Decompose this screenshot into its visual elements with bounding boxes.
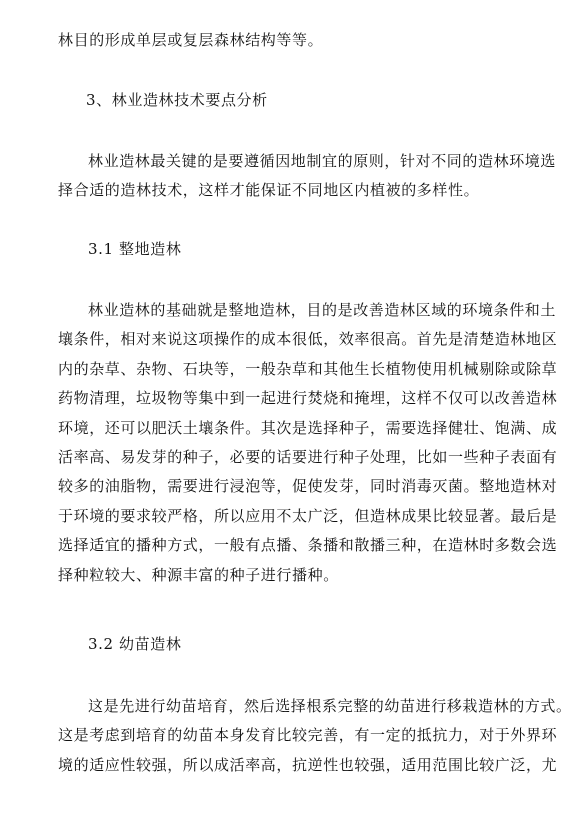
intro-tail-text: 林目的形成单层或复层森林结构等等。 [58,31,324,49]
paragraph-line: 这是考虑到培育的幼苗本身发育比较完善，有一定的抵抗力，对于外界环 [58,726,558,745]
section-3-2-heading: 3.2 幼苗造林 [88,635,182,653]
paragraph-line: 于环境的要求较严格，所以应用不太广泛，但造林成果比较显著。最后是 [58,506,558,525]
paragraph-line: 境的适应性较强，所以成活率高，抗逆性也较强，适用范围比较广泛，尤 [58,755,558,774]
paragraph-line: 环境，还可以肥沃土壤条件。其次是选择种子，需要选择健壮、饱满、成 [58,418,558,437]
paragraph-line: 壤条件，相对来说这项操作的成本很低，效率很高。首先是清楚造林地区 [58,330,558,349]
section-3-1-paragraph [58,296,578,590]
section-3-heading: 3、林业造林技术要点分析 [86,91,268,109]
paragraph-line: 内的杂草、杂物、石块等，一般杂草和其他生长植物使用机械剔除或除草 [58,359,558,378]
section-3-1-heading: 3.1 整地造林 [88,240,182,258]
section-3-2-paragraph [58,692,578,780]
paragraph-line: 这是先进行幼苗培育，然后选择根系完整的幼苗进行移栽造林的方式。 [88,697,572,715]
paragraph-line: 林业造林最关键的是要遵循因地制宜的原则，针对不同的造林环境选 [88,152,557,170]
paragraph-line: 活率高、易发芽的种子，必要的话要进行种子处理，比如一些种子表面有 [58,448,558,467]
section-3-paragraph [58,147,578,206]
paragraph-line: 林业造林的基础就是整地造林，目的是改善造林区域的环境条件和土 [88,301,557,319]
paragraph-line: 较多的油脂物，需要进行浸泡等，促使发芽，同时消毒灭菌。整地造林对 [58,477,558,496]
paragraph-line: 择种粒较大、种源丰富的种子进行播种。 [58,565,339,584]
paragraph-line: 选择适宜的播种方式，一般有点播、条播和散播三种，在造林时多数会选 [58,536,558,555]
paragraph-line: 药物清理，垃圾物等集中到一起进行焚烧和掩埋，这样不仅可以改善造林 [58,389,558,408]
paragraph-line: 择合适的造林技术，这样才能保证不同地区内植被的多样性。 [58,181,480,200]
